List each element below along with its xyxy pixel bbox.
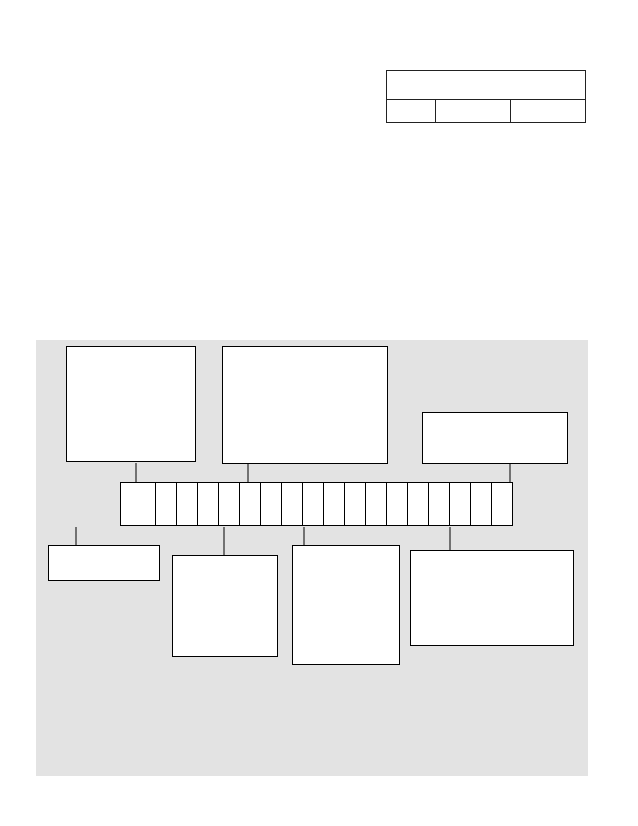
code-slot[interactable] xyxy=(260,482,282,526)
spring-pressures-box xyxy=(222,346,388,464)
cv-table-caption xyxy=(387,71,586,100)
order-code-row xyxy=(120,482,512,526)
valve-style-box xyxy=(48,545,160,581)
code-slot[interactable] xyxy=(218,482,240,526)
code-slot[interactable] xyxy=(176,482,198,526)
code-slot[interactable] xyxy=(386,482,408,526)
code-slot[interactable] xyxy=(281,482,303,526)
footnotes xyxy=(48,680,578,686)
code-slot[interactable] xyxy=(239,482,261,526)
special-options-box xyxy=(422,412,568,464)
code-slot[interactable] xyxy=(470,482,492,526)
body-material-box xyxy=(66,346,196,462)
code-slot[interactable] xyxy=(302,482,324,526)
cv-table xyxy=(386,70,586,123)
code-slot[interactable] xyxy=(155,482,177,526)
code-slot[interactable] xyxy=(407,482,429,526)
code-slot[interactable] xyxy=(323,482,345,526)
code-prefix xyxy=(120,482,156,526)
flow-chart xyxy=(40,50,370,290)
code-slot[interactable] xyxy=(491,482,513,526)
code-slot[interactable] xyxy=(197,482,219,526)
size-box xyxy=(172,555,278,657)
spring-material-box xyxy=(410,550,574,646)
code-slot[interactable] xyxy=(449,482,471,526)
seat-material-box xyxy=(292,545,400,665)
code-slot[interactable] xyxy=(428,482,450,526)
code-slot[interactable] xyxy=(344,482,366,526)
cv-header-cv xyxy=(387,100,436,123)
code-slot[interactable] xyxy=(365,482,387,526)
cv-header-size xyxy=(436,100,511,123)
cv-header-matl xyxy=(511,100,586,123)
